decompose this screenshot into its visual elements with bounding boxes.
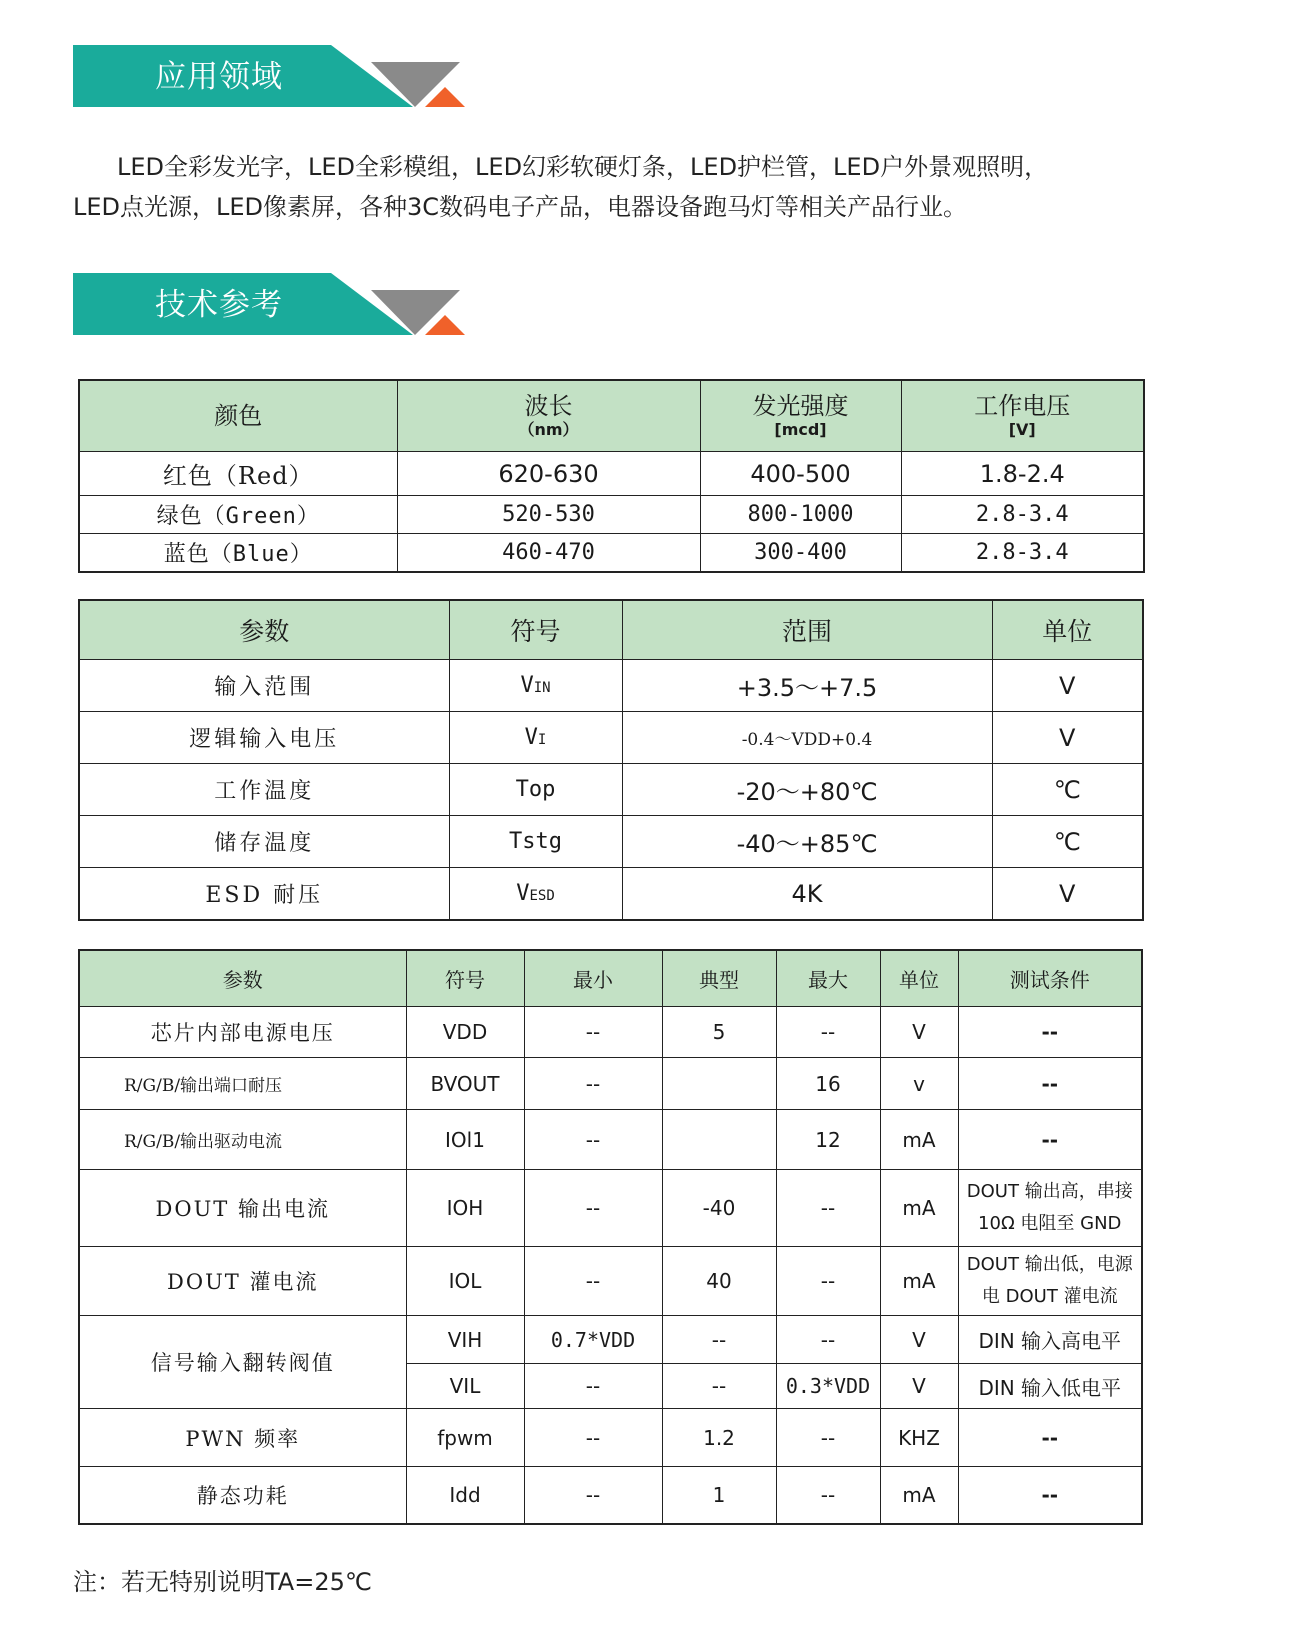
section-title: 技术参考 bbox=[155, 287, 283, 323]
table-row bbox=[79, 764, 1143, 816]
cell-unit: KHZ bbox=[880, 1409, 958, 1467]
cell-max: -- bbox=[776, 1409, 880, 1467]
cell-symbol: VIH bbox=[406, 1316, 524, 1364]
table-header-row bbox=[79, 950, 1142, 1007]
cell-voltage: 2.8-3.4 bbox=[901, 534, 1144, 573]
cell-max: 0.3*VDD bbox=[776, 1364, 880, 1409]
cell-wavelength: 620-630 bbox=[397, 452, 700, 496]
table-row bbox=[79, 1110, 1142, 1170]
description-line-2: LED点光源，LED像素屏，各种3C数码电子产品，电器设备跑马灯等相关产品行业。 bbox=[73, 193, 968, 221]
table-row bbox=[79, 816, 1143, 868]
cell-max: 12 bbox=[776, 1110, 880, 1170]
cell-min: -- bbox=[524, 1058, 662, 1110]
cell-condition: DIN 输入高电平 bbox=[958, 1316, 1142, 1364]
cell-parameter: 芯片内部电源电压 bbox=[79, 1007, 406, 1058]
cell-intensity: 300-400 bbox=[700, 534, 901, 573]
cell-typical bbox=[662, 1058, 776, 1110]
cell-parameter: R/G/B/输出驱动电流 bbox=[79, 1110, 406, 1170]
cell-parameter: 输入范围 bbox=[79, 660, 449, 712]
cell-min: -- bbox=[524, 1409, 662, 1467]
cell-color: 红色（Red） bbox=[79, 452, 397, 496]
footnote: 注：若无特别说明TA=25℃ bbox=[73, 1568, 372, 1596]
cell-min: 0.7*VDD bbox=[524, 1316, 662, 1364]
cell-max: 16 bbox=[776, 1058, 880, 1110]
table-row bbox=[79, 1170, 1142, 1247]
cell-parameter: DOUT 输出电流 bbox=[79, 1170, 406, 1247]
cell-symbol: fpwm bbox=[406, 1409, 524, 1467]
application-description bbox=[73, 147, 1153, 227]
table-row bbox=[79, 1316, 1142, 1364]
cell-typical bbox=[662, 1110, 776, 1170]
cell-max: -- bbox=[776, 1247, 880, 1316]
cell-max: -- bbox=[776, 1007, 880, 1058]
cell-parameter: 静态功耗 bbox=[79, 1467, 406, 1524]
cell-unit: V bbox=[992, 868, 1143, 921]
cell-typical: -- bbox=[662, 1316, 776, 1364]
cell-color: 蓝色（Blue） bbox=[79, 534, 397, 573]
cell-typical: 1.2 bbox=[662, 1409, 776, 1467]
cell-max: -- bbox=[776, 1170, 880, 1247]
cell-intensity: 800-1000 bbox=[700, 496, 901, 534]
cell-range: -20～+80℃ bbox=[622, 764, 992, 816]
header-range: 范围 bbox=[622, 600, 992, 660]
cell-unit: V bbox=[880, 1364, 958, 1409]
cell-range: -40～+85℃ bbox=[622, 816, 992, 868]
description-line-1: LED全彩发光字，LED全彩模组，LED幻彩软硬灯条，LED护栏管，LED户外景观照明， bbox=[117, 153, 1049, 181]
cell-range: +3.5～+7.5 bbox=[622, 660, 992, 712]
cell-condition: -- bbox=[958, 1467, 1142, 1524]
banner-shape bbox=[73, 45, 493, 111]
header-min: 最小 bbox=[524, 950, 662, 1007]
cell-symbol: VESD bbox=[449, 868, 622, 921]
cell-unit: V bbox=[992, 660, 1143, 712]
cell-unit: v bbox=[880, 1058, 958, 1110]
table-row bbox=[79, 1247, 1142, 1316]
table-header-row bbox=[79, 600, 1143, 660]
header-test-condition: 测试条件 bbox=[958, 950, 1142, 1007]
cell-symbol: IOl1 bbox=[406, 1110, 524, 1170]
table-row bbox=[79, 712, 1143, 764]
cell-typical: -40 bbox=[662, 1170, 776, 1247]
table-row bbox=[79, 534, 1144, 573]
cell-unit: mA bbox=[880, 1170, 958, 1247]
cell-symbol: VIN bbox=[449, 660, 622, 712]
header-symbol: 符号 bbox=[449, 600, 622, 660]
table-row bbox=[79, 1007, 1142, 1058]
cell-parameter: 储存温度 bbox=[79, 816, 449, 868]
cell-symbol: IOL bbox=[406, 1247, 524, 1316]
cell-typical: 1 bbox=[662, 1467, 776, 1524]
cell-max: -- bbox=[776, 1467, 880, 1524]
cell-unit: mA bbox=[880, 1110, 958, 1170]
cell-condition: -- bbox=[958, 1110, 1142, 1170]
cell-typical: 40 bbox=[662, 1247, 776, 1316]
header-working-voltage: 工作电压 [V] bbox=[901, 380, 1144, 452]
table-row bbox=[79, 1467, 1142, 1524]
cell-range: 4K bbox=[622, 868, 992, 921]
cell-min: -- bbox=[524, 1467, 662, 1524]
cell-min: -- bbox=[524, 1007, 662, 1058]
cell-condition: -- bbox=[958, 1058, 1142, 1110]
header-parameter: 参数 bbox=[79, 600, 449, 660]
cell-intensity: 400-500 bbox=[700, 452, 901, 496]
cell-min: -- bbox=[524, 1170, 662, 1247]
cell-parameter: PWN 频率 bbox=[79, 1409, 406, 1467]
cell-wavelength: 520-530 bbox=[397, 496, 700, 534]
cell-unit: ℃ bbox=[992, 816, 1143, 868]
table-row bbox=[79, 1058, 1142, 1110]
cell-symbol: Top bbox=[449, 764, 622, 816]
cell-parameter: ESD 耐压 bbox=[79, 868, 449, 921]
cell-color: 绿色（Green） bbox=[79, 496, 397, 534]
cell-min: -- bbox=[524, 1364, 662, 1409]
header-typical: 典型 bbox=[662, 950, 776, 1007]
cell-unit: V bbox=[880, 1007, 958, 1058]
cell-max: -- bbox=[776, 1316, 880, 1364]
cell-min: -- bbox=[524, 1110, 662, 1170]
table-row bbox=[79, 660, 1143, 712]
table-row bbox=[79, 496, 1144, 534]
header-max: 最大 bbox=[776, 950, 880, 1007]
cell-symbol: VIL bbox=[406, 1364, 524, 1409]
banner-shape bbox=[73, 273, 493, 339]
table-row bbox=[79, 868, 1143, 921]
cell-condition: DIN 输入低电平 bbox=[958, 1364, 1142, 1409]
section-banner-application bbox=[73, 45, 493, 111]
header-symbol: 符号 bbox=[406, 950, 524, 1007]
cell-symbol: VI bbox=[449, 712, 622, 764]
header-luminous-intensity: 发光强度 [mcd] bbox=[700, 380, 901, 452]
section-banner-reference bbox=[73, 273, 493, 339]
cell-unit: V bbox=[880, 1316, 958, 1364]
section-title: 应用领域 bbox=[155, 59, 283, 95]
table-row bbox=[79, 452, 1144, 496]
cell-unit: mA bbox=[880, 1467, 958, 1524]
cell-parameter: 信号输入翻转阀值 bbox=[79, 1316, 406, 1409]
cell-unit: mA bbox=[880, 1247, 958, 1316]
cell-typical: 5 bbox=[662, 1007, 776, 1058]
header-wavelength: 波长 （nm） bbox=[397, 380, 700, 452]
cell-parameter: 工作温度 bbox=[79, 764, 449, 816]
cell-voltage: 1.8-2.4 bbox=[901, 452, 1144, 496]
table-header-row bbox=[79, 380, 1144, 452]
color-spec-table bbox=[78, 379, 1145, 573]
cell-condition: -- bbox=[958, 1409, 1142, 1467]
cell-symbol: BVOUT bbox=[406, 1058, 524, 1110]
cell-parameter: DOUT 灌电流 bbox=[79, 1247, 406, 1316]
cell-min: -- bbox=[524, 1247, 662, 1316]
header-unit: 单位 bbox=[880, 950, 958, 1007]
cell-parameter: 逻辑输入电压 bbox=[79, 712, 449, 764]
cell-voltage: 2.8-3.4 bbox=[901, 496, 1144, 534]
cell-symbol: Idd bbox=[406, 1467, 524, 1524]
cell-range: -0.4～VDD+0.4 bbox=[622, 712, 992, 764]
header-parameter: 参数 bbox=[79, 950, 406, 1007]
header-color: 颜色 bbox=[79, 380, 397, 452]
cell-unit: V bbox=[992, 712, 1143, 764]
table-row bbox=[79, 1409, 1142, 1467]
cell-typical: -- bbox=[662, 1364, 776, 1409]
cell-condition: DOUT 输出高，串接 10Ω 电阻至 GND bbox=[958, 1170, 1142, 1247]
electrical-characteristics-table bbox=[78, 949, 1143, 1525]
header-unit: 单位 bbox=[992, 600, 1143, 660]
cell-parameter: R/G/B/输出端口耐压 bbox=[79, 1058, 406, 1110]
cell-condition: -- bbox=[958, 1007, 1142, 1058]
cell-symbol: VDD bbox=[406, 1007, 524, 1058]
cell-symbol: Tstg bbox=[449, 816, 622, 868]
ratings-table bbox=[78, 599, 1144, 921]
cell-condition: DOUT 输出低，电源 电 DOUT 灌电流 bbox=[958, 1247, 1142, 1316]
cell-symbol: IOH bbox=[406, 1170, 524, 1247]
cell-wavelength: 460-470 bbox=[397, 534, 700, 573]
cell-unit: ℃ bbox=[992, 764, 1143, 816]
